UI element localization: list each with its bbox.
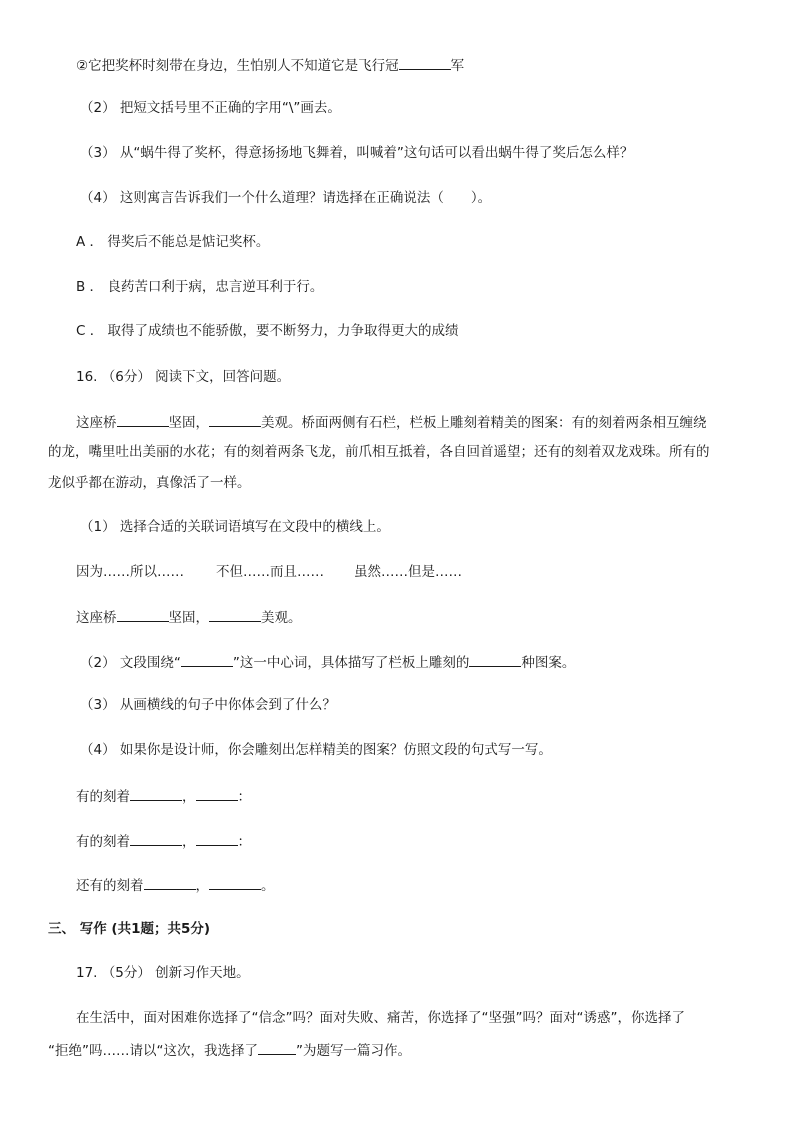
q15-option-c[interactable]: C ． 取得了成绩也不能骄傲，要不断努力，力争取得更大的成绩 [76,323,459,339]
conjunction-option[interactable]: 虽然……但是…… [354,564,462,580]
imitate-blank[interactable] [196,786,238,801]
passage-blank-1[interactable] [117,412,169,427]
q16-passage-line-2: 的龙，嘴里吐出美丽的水花；有的刻着两条飞龙，前爪相互抵着，各自回首遥望；还有的刻着双龙戏珠。所有的 [48,444,710,460]
q17-prompt-line-2: “拒绝”吗……请以“这次，我选择了 ”为题写一篇习作。 [48,1040,411,1060]
imitate-blank[interactable] [144,875,196,890]
imitate-blank[interactable] [209,875,261,890]
conjunction-option[interactable]: 因为……所以…… [76,564,184,580]
q15-sub4: （4） 这则寓言告诉我们一个什么道理？请选择在正确说法（ ）。 [80,190,492,206]
passage-blank-2[interactable] [209,412,261,427]
imitate-line-3: 还有的刻着 ， 。 [76,875,275,895]
q15-sub2: （2） 把短文括号里不正确的字用“\”画去。 [80,100,341,116]
conjunction-option[interactable]: 不但……而且…… [216,564,324,580]
title-blank[interactable] [258,1040,296,1055]
q16-header: 16. （6分） 阅读下文，回答问题。 [76,369,291,385]
q16-fill-line: 这座桥 坚固， 美观。 [76,607,302,627]
keyword-blank[interactable] [181,652,233,667]
conjunction-options [76,563,462,581]
count-blank[interactable] [469,652,521,667]
q16-passage-line-3: 龙似乎都在游动，真像活了一样。 [48,475,251,491]
q16-sub4: （4） 如果你是设计师，你会雕刻出怎样精美的图案？仿照文段的句式写一写。 [80,742,552,758]
imitate-blank[interactable] [130,786,182,801]
q16-sub2: （2） 文段围绕“ ”这一中心词，具体描写了栏板上雕刻的 种图案。 [80,652,575,672]
imitate-line-2: 有的刻着 ， ： [76,831,251,851]
fill-blank-2[interactable] [209,607,261,622]
q17-header: 17. （5分） 创新习作天地。 [76,965,250,981]
imitate-blank[interactable] [196,831,238,846]
q17-prompt-line-1: 在生活中，面对困难你选择了“信念”吗？面对失败、痛苦，你选择了“坚强”吗？面对“诱惑”，你选择了 [76,1010,685,1026]
q15-sub3: （3） 从“蜗牛得了奖杯，得意扬扬地飞舞着，叫喊着”这句话可以看出蜗牛得了奖后怎么样？ [80,145,634,161]
q16-passage-line-1: 这座桥 坚固， 美观。桥面两侧有石栏，栏板上雕刻着精美的图案：有的刻着两条相互缠绕 [76,412,707,432]
q15-option-a[interactable]: A ． 得奖后不能总是惦记奖杯。 [76,234,270,250]
q16-sub3: （3） 从画横线的句子中你体会到了什么？ [80,697,336,713]
q15-option-b[interactable]: B ． 良药苦口利于病，忠言逆耳利于行。 [76,279,324,295]
answer-blank[interactable] [399,55,451,70]
q15-item2: ②它把奖杯时刻带在身边，生怕别人不知道它是飞行冠 军 [76,55,464,75]
imitate-blank[interactable] [130,831,182,846]
fill-blank-1[interactable] [117,607,169,622]
imitate-line-1: 有的刻着 ， ： [76,786,251,806]
section-3-title: 三、 写作 (共1题；共5分) [48,921,211,937]
q16-sub1: （1） 选择合适的关联词语填写在文段中的横线上。 [80,519,390,535]
